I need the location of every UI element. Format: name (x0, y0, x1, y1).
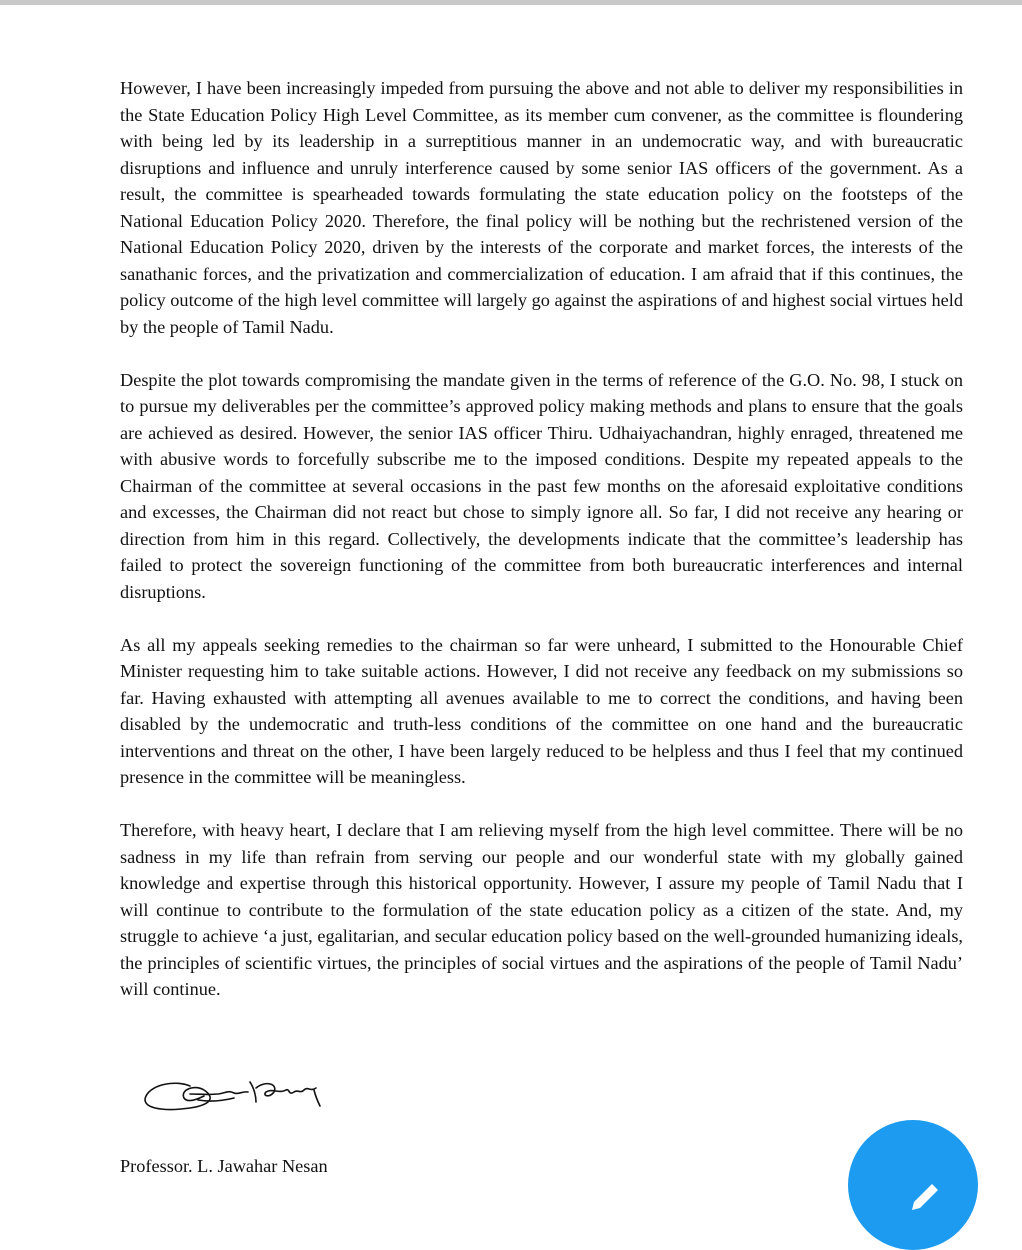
top-divider (0, 0, 1022, 5)
compose-button[interactable] (848, 1120, 978, 1250)
paragraph-appeal-to-chief-minister: As all my appeals seeking remedies to the chairman so far were unheard, I submitted to the Honourable Chief Minister requesting him to take suitable actions. However, I did not receive any feedback on my submissions so far. Having exhausted with attempting all avenues available to me to correct the conditions, and having been disabled by the undemocratic and truth-less conditions of the committee on one hand and the bureaucratic interventions and threat on the other, I have been largely reduced to be helpless and thus I feel that my continued presence in the committee will be meaningless. (120, 634, 963, 787)
paragraph-resignation: Therefore, with heavy heart, I declare that I am relieving myself from the high level committee. There will be no sadness in my life than refrain from serving our people and our wonderful state with my globally gained knowledge and expertise through this historical opportunity. However, I assure my people of Tamil Nadu that I will continue to contribute to the formulation of the state education policy as a citizen of the state. And, my struggle to achieve ‘a just, egalitarian, and secular education policy based on the well-grounded humanizing ideals, the principles of scientific virtues, the principles of social virtues and the aspirations of the people of Tamil Nadu’ will continue. (120, 820, 963, 999)
paragraph-committee-concerns: However, I have been increasingly impeded from pursuing the above and not able to deliver my responsibilities in the State Education Policy High Level Committee, as its member cum convener, as the committee is floundering with being led by its leadership in a surreptitious manner in an undemocratic way, and with bureaucratic disruptions and influence and unruly interference caused by some senior IAS officers of the government. As a result, the committee is spearheaded towards formulating the state education policy on the footsteps of the National Education Policy 2020. Therefore, the final policy will be nothing but the rechristened version of the National Education Policy 2020, driven by the interests of the corporate and market forces, the interests of the sanathanic forces, and the privatization and commercialization of education. I am afraid that if this continues, the policy outcome of the high level committee will largely go against the aspirations of and highest social virtues held by the people of Tamil Nadu. (120, 78, 963, 337)
paragraph-appeals-to-chairman: Despite the plot towards compromising the mandate given in the terms of reference of the G.O. No. 98, I stuck on to pursue my deliverables per the committee’s approved policy making methods and plans to ensure that the goals are achieved as desired. However, the senior IAS officer Thiru. Udhaiyachandran, highly enraged, threatened me with abusive words to forcefully subscribe me to the imposed conditions. Despite my repeated appeals to the Chairman of the committee at several occasions in the past few months on the aforesaid exploitative conditions and excesses, the Chairman did not react but chose to simply ignore all. So far, I did not receive any hearing or direction from him in this regard. Collectively, the developments indicate that the committee’s leadership has failed to protect the sovereign functioning of the committee from both bureaucratic interferences and internal disruptions. (120, 369, 963, 602)
letter-body (120, 75, 963, 1029)
handwritten-signature (138, 1068, 328, 1120)
signatory-name: Professor. L. Jawahar Nesan (120, 1156, 328, 1176)
compose-icon (906, 1176, 946, 1216)
